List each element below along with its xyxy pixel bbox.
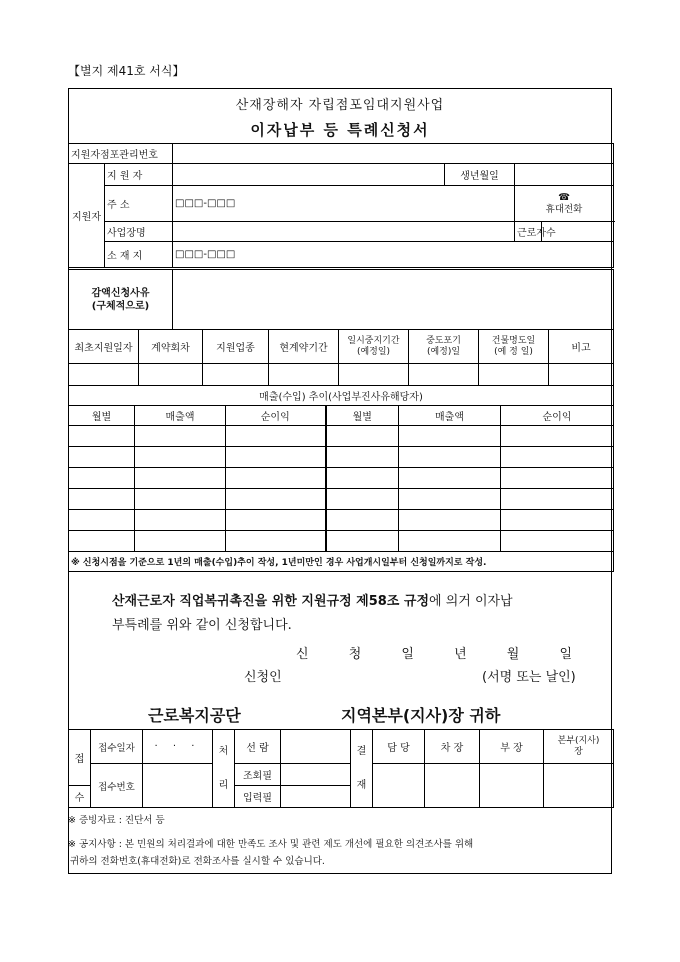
- receipt-table: [68, 729, 614, 808]
- business-name-field[interactable]: [173, 222, 515, 242]
- staff-label: 담 당: [373, 730, 425, 764]
- reason-label-1: 감액신청사유: [91, 287, 150, 299]
- early-header-2: (예정)일: [426, 346, 461, 357]
- business-name-label: 사업장명: [105, 222, 173, 242]
- sales-cell[interactable]: [501, 510, 614, 531]
- sales-cell[interactable]: [135, 489, 226, 510]
- title-program: 산재장해자 자립점포임대지원사업: [235, 98, 445, 113]
- first-support-date-header: 최초지원일자: [69, 330, 139, 364]
- sales-cell[interactable]: [326, 510, 399, 531]
- receipt-label-1: 접: [69, 730, 91, 786]
- sales-revenue-header-2: 매출액: [399, 406, 501, 426]
- process-label: [213, 730, 235, 808]
- deputy-label: 차 장: [425, 730, 480, 764]
- birth-field[interactable]: [515, 164, 614, 186]
- declaration-line2: 부특례를 위와 같이 신청합니다.: [112, 618, 292, 633]
- current-term-header: 현계약기간: [269, 330, 339, 364]
- sales-cell[interactable]: [501, 531, 614, 552]
- transfer-header-2: (예 정 일): [494, 346, 533, 357]
- sales-profit-header-2: 순이익: [501, 406, 614, 426]
- sales-row: [69, 447, 614, 468]
- applicant-table: [68, 143, 614, 268]
- head-sign-field[interactable]: [544, 764, 614, 808]
- receipt-date-field[interactable]: · · ·: [143, 730, 213, 764]
- sales-row: [69, 426, 614, 447]
- transfer-header: [479, 330, 549, 364]
- head-label-1: 본부(지사): [557, 735, 600, 746]
- workers-label: 근로자수: [515, 222, 542, 242]
- head-label: [544, 730, 614, 764]
- transfer-field[interactable]: [479, 364, 549, 386]
- org-name: 근로복지공단: [148, 706, 241, 725]
- sales-cell[interactable]: [226, 468, 326, 489]
- contract-no-header: 계약회차: [139, 330, 203, 364]
- suspension-header-2: (예정일): [356, 346, 391, 357]
- sales-cell[interactable]: [399, 531, 501, 552]
- review-field[interactable]: [281, 764, 351, 786]
- applicant-label: 신청인: [244, 670, 282, 685]
- approval-label: [351, 730, 373, 808]
- staff-sign-field[interactable]: [373, 764, 425, 808]
- manager-sign-field[interactable]: [480, 764, 544, 808]
- sales-cell[interactable]: [226, 531, 326, 552]
- sales-cell[interactable]: [69, 489, 135, 510]
- footer-notice-2: 귀하의 전화번호(휴대전화)로 전화조사를 실시할 수 있습니다.: [70, 856, 325, 867]
- title-form: 이자납부 등 특례신청서: [250, 121, 430, 139]
- sales-cell[interactable]: [226, 426, 326, 447]
- sales-cell[interactable]: [326, 489, 399, 510]
- sales-cell[interactable]: [326, 468, 399, 489]
- process-label-2: 리: [218, 779, 229, 791]
- regional-office: 지역본부(지사)장 귀하: [341, 706, 501, 725]
- sales-row: [69, 531, 614, 552]
- declaration-rest: 에 의거 이자납: [429, 594, 513, 609]
- suspension-header: [339, 330, 409, 364]
- reason-table: [68, 269, 614, 330]
- sales-cell[interactable]: [326, 447, 399, 468]
- form-number-label: 【별지 제41호 서식】: [68, 64, 185, 78]
- sales-profit-header-1: 순이익: [226, 406, 326, 426]
- sales-revenue-header-1: 매출액: [135, 406, 226, 426]
- sales-row: [69, 510, 614, 531]
- contract-input-row: [69, 364, 614, 386]
- declaration: [112, 590, 513, 638]
- select-field[interactable]: [281, 730, 351, 764]
- birth-label: 생년월일: [445, 164, 515, 186]
- sales-cell[interactable]: [399, 447, 501, 468]
- footer-notice-1: ※ 공지사항 : 본 민원의 처리결과에 대한 만족도 조사 및 관련 제도 개선에 필요한 의견조사를 위해: [68, 839, 474, 850]
- form-title: [69, 89, 611, 144]
- input-label: 입력필: [235, 786, 281, 808]
- mobile-cell[interactable]: [515, 186, 614, 222]
- sales-cell[interactable]: [135, 468, 226, 489]
- sales-cell[interactable]: [399, 468, 501, 489]
- sales-cell[interactable]: [69, 447, 135, 468]
- location-postcode: □□□-□□□: [175, 249, 236, 260]
- sales-cell[interactable]: [69, 468, 135, 489]
- sales-cell[interactable]: [399, 489, 501, 510]
- store-mgmt-no-label: 지원자점포관리번호: [69, 144, 173, 164]
- footer-notice: [68, 836, 613, 870]
- reason-field[interactable]: [173, 270, 614, 330]
- mobile-label: 휴대전화: [545, 203, 583, 215]
- sales-cell[interactable]: [399, 510, 501, 531]
- reason-label-2: (구체적으로): [91, 300, 150, 312]
- sales-cell[interactable]: [135, 510, 226, 531]
- sales-row: [69, 489, 614, 510]
- sales-note: ※ 신청시점을 기준으로 1년의 매출(수입)추이 작성, 1년미만인 경우 사업개시일부터 신청일까지로 작성.: [69, 552, 614, 572]
- early-field[interactable]: [409, 364, 479, 386]
- receipt-label-2: 수: [69, 786, 91, 808]
- store-mgmt-no-field[interactable]: [173, 144, 614, 164]
- sales-cell[interactable]: [226, 489, 326, 510]
- receipt-number-field[interactable]: [143, 764, 213, 808]
- input-field[interactable]: [281, 786, 351, 808]
- location-field[interactable]: [173, 242, 614, 268]
- manager-label: 부 장: [480, 730, 544, 764]
- phone-icon: ☎: [558, 191, 570, 203]
- sales-row: [69, 468, 614, 489]
- suspension-field[interactable]: [339, 364, 409, 386]
- deputy-sign-field[interactable]: [425, 764, 480, 808]
- receipt-number-label: 접수번호: [91, 764, 143, 808]
- supporter-label: 지 원 자: [105, 164, 173, 186]
- address-label: 주 소: [105, 186, 173, 222]
- current-term-field[interactable]: [269, 364, 339, 386]
- sales-month-header-2: 월별: [326, 406, 399, 426]
- contract-table: [68, 329, 614, 386]
- early-header-1: 중도포기: [426, 335, 461, 346]
- sales-cell[interactable]: [226, 447, 326, 468]
- sales-cell[interactable]: [501, 468, 614, 489]
- declaration-bold: 산재근로자 직업복귀촉진을 위한 지원규정 제58조 규정: [112, 594, 429, 609]
- sales-month-header-1: 월별: [69, 406, 135, 426]
- sales-table: [68, 385, 614, 572]
- sales-cell[interactable]: [501, 426, 614, 447]
- select-label: 선 람: [235, 730, 281, 764]
- address-postcode: □□□-□□□: [175, 198, 236, 209]
- contract-no-field[interactable]: [139, 364, 203, 386]
- location-label: 소 재 지: [105, 242, 173, 268]
- receipt-date-label: 접수일자: [91, 730, 143, 764]
- sales-cell[interactable]: [226, 510, 326, 531]
- sales-cell[interactable]: [69, 510, 135, 531]
- supporter-field[interactable]: [173, 164, 445, 186]
- business-type-field[interactable]: [203, 364, 269, 386]
- sales-cell[interactable]: [69, 531, 135, 552]
- address-field[interactable]: [173, 186, 515, 222]
- head-label-2: 장: [574, 746, 583, 757]
- sales-cell[interactable]: [135, 447, 226, 468]
- sales-cell[interactable]: [69, 426, 135, 447]
- application-date: 신 청 일 년 월 일: [296, 647, 576, 662]
- remarks-header: 비고: [549, 330, 614, 364]
- process-label-1: 처: [218, 745, 229, 757]
- sales-cell[interactable]: [501, 489, 614, 510]
- sales-cell[interactable]: [399, 426, 501, 447]
- review-label: 조회필: [235, 764, 281, 786]
- transfer-header-1: 건물명도일: [491, 335, 536, 346]
- signature-label: (서명 또는 날인): [482, 670, 576, 685]
- business-type-header: 지원업종: [203, 330, 269, 364]
- remarks-field[interactable]: [549, 364, 614, 386]
- sales-title: 매출(수입) 추이(사업부진사유해당자): [69, 386, 614, 406]
- sales-cell[interactable]: [326, 531, 399, 552]
- early-header: [409, 330, 479, 364]
- applicant-group-label: 지원자: [69, 164, 105, 268]
- suspension-header-1: 일시중지기간: [347, 335, 400, 346]
- approval-label-2: 재: [356, 779, 367, 791]
- sales-cell[interactable]: [135, 426, 226, 447]
- first-support-date-field[interactable]: [69, 364, 139, 386]
- approval-label-1: 결: [356, 745, 367, 757]
- sales-header-row: [69, 406, 614, 426]
- sales-cell[interactable]: [135, 531, 226, 552]
- footer-docs: ※ 증빙자료 : 진단서 등: [68, 815, 165, 826]
- sales-cell[interactable]: [326, 426, 399, 447]
- sales-cell[interactable]: [501, 447, 614, 468]
